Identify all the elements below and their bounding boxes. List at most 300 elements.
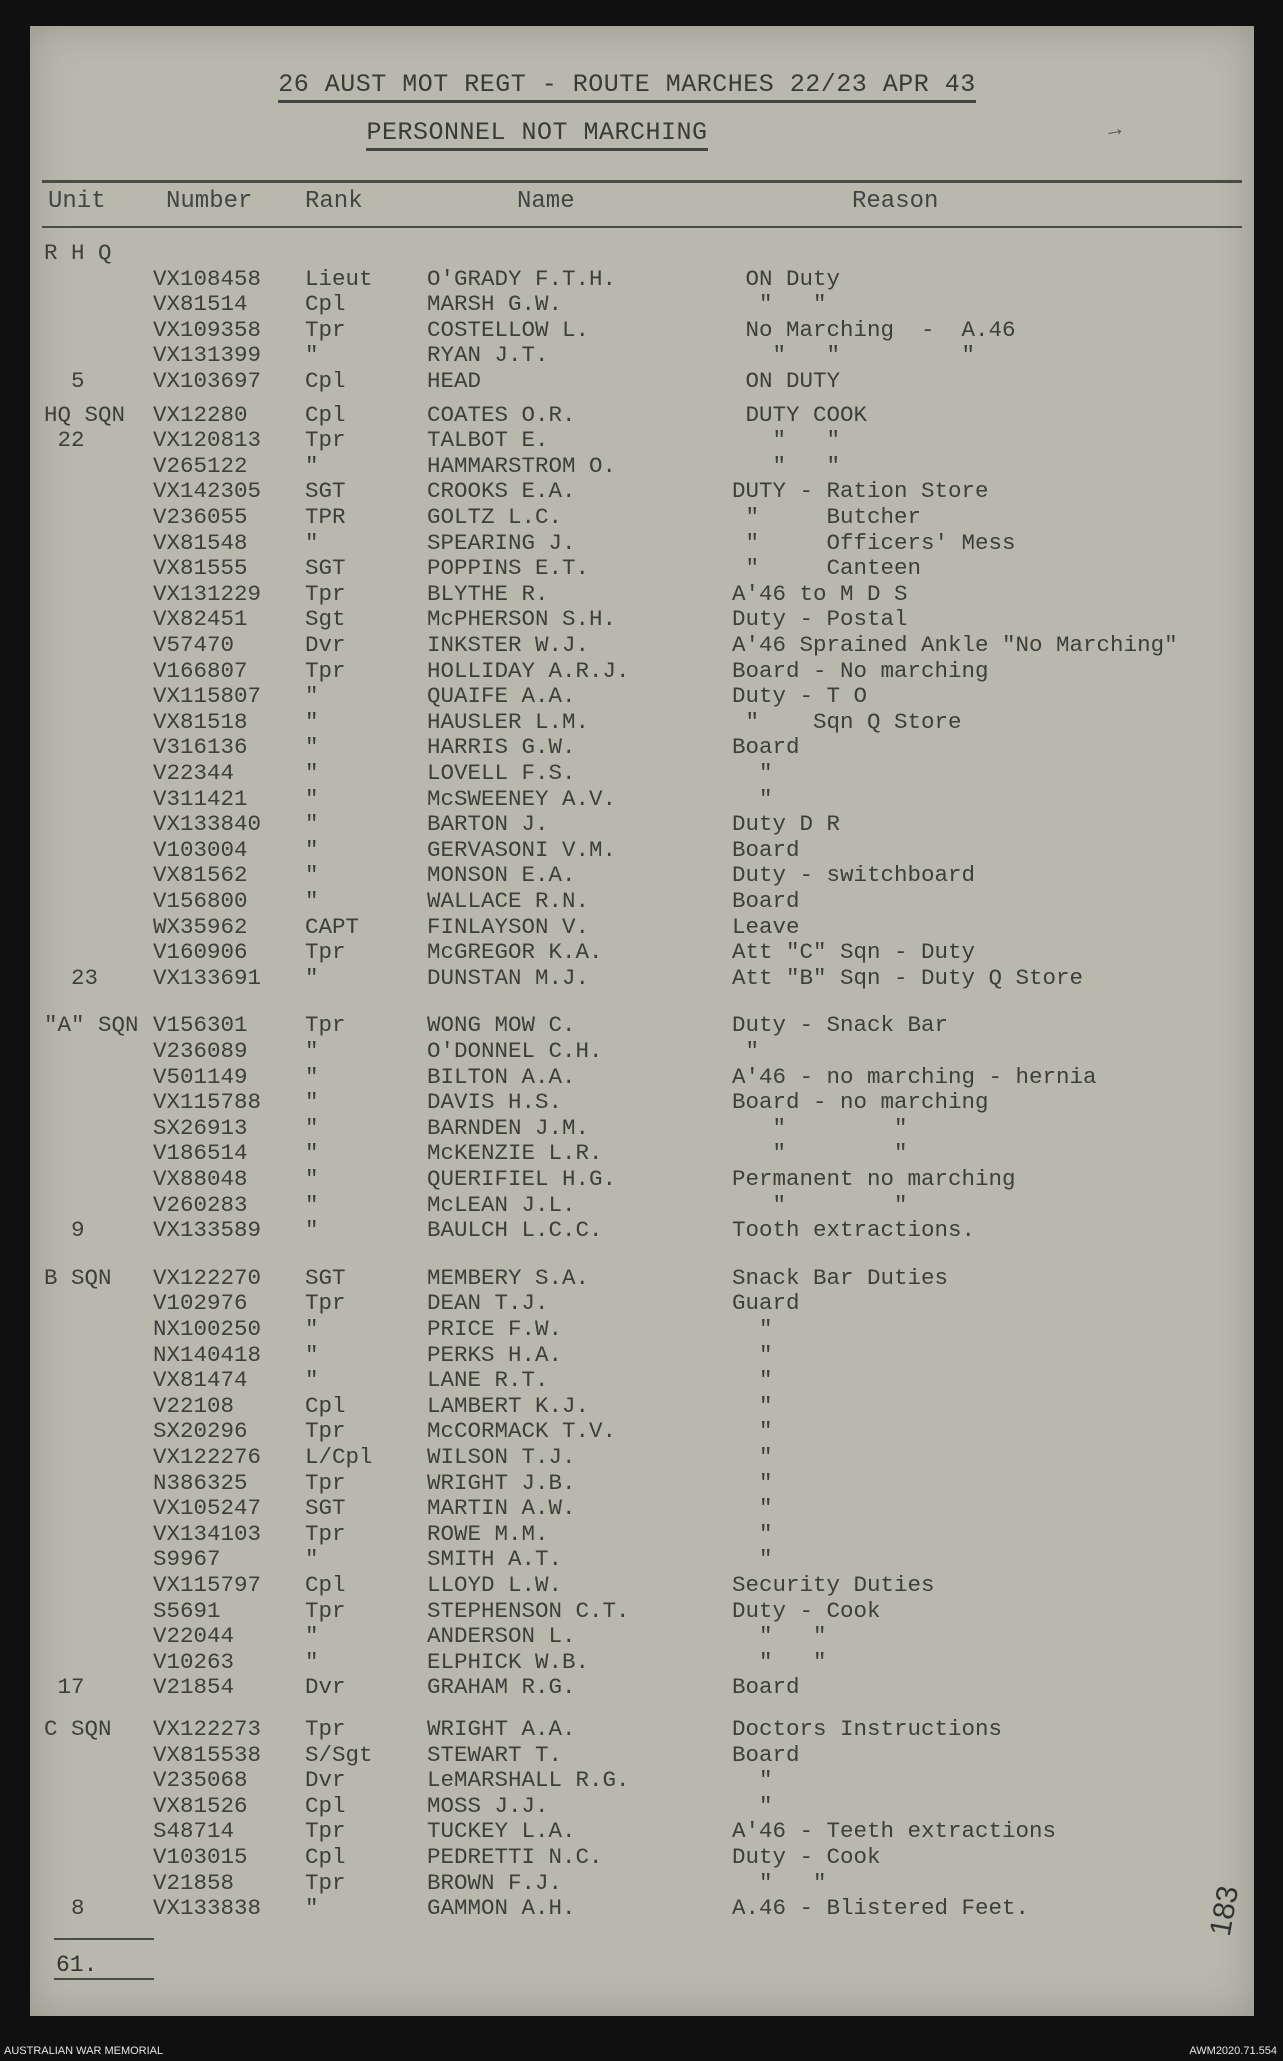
rank-cell: "	[305, 342, 319, 369]
table-row	[30, 291, 1254, 316]
name-cell: McKENZIE L.R.	[427, 1140, 603, 1167]
reason-cell: "	[732, 1341, 773, 1368]
reason-cell: No Marching - A.46	[732, 316, 1016, 343]
number-cell: V156301	[153, 1012, 248, 1039]
reason-cell: Duty - switchboard	[732, 862, 976, 889]
rank-cell: "	[305, 1063, 319, 1090]
number-cell: NX140418	[153, 1341, 262, 1368]
rank-cell: "	[305, 760, 319, 786]
rank-cell: Cpl	[305, 291, 346, 318]
reason-cell: A'46 - Teeth extractions	[732, 1818, 1057, 1845]
number-cell: VX108458	[153, 265, 262, 292]
name-cell: STEWART T.	[427, 1741, 563, 1768]
table-row	[30, 1521, 1254, 1546]
reason-cell: A.46 - Blistered Feet.	[732, 1895, 1030, 1922]
name-cell: ROWE M.M.	[427, 1520, 549, 1547]
rank-cell: Cpl	[305, 1392, 346, 1419]
name-cell: LLOYD L.W.	[427, 1572, 563, 1598]
name-cell: PRICE F.W.	[427, 1316, 563, 1342]
rank-cell: Cpl	[305, 1792, 346, 1819]
name-cell: QUERIFIEL H.G.	[427, 1166, 617, 1192]
rank-cell: Tpr	[305, 657, 346, 684]
reason-cell: A'46 Sprained Ankle "No Marching"	[732, 632, 1178, 658]
name-cell: CROOKS E.A.	[427, 478, 576, 505]
name-cell: McGREGOR K.A.	[427, 939, 603, 966]
rank-cell: Cpl	[305, 1844, 346, 1870]
rank-cell: "	[305, 452, 319, 479]
name-cell: McLEAN J.L.	[427, 1191, 576, 1218]
rank-cell: S/Sgt	[305, 1741, 373, 1768]
reason-cell: Duty - Postal	[732, 606, 908, 633]
rank-cell: Tpr	[305, 1869, 346, 1896]
rank-cell: "	[305, 1367, 319, 1394]
name-cell: STEPHENSON C.T.	[427, 1597, 630, 1624]
table-row	[30, 1623, 1254, 1648]
table-row	[30, 1166, 1254, 1191]
reason-cell: "	[732, 1469, 773, 1496]
reason-cell: Att "B" Sqn - Duty Q Store	[732, 964, 1084, 991]
unit-cell: 17	[44, 1674, 85, 1701]
reason-cell: A'46 to M D S	[732, 580, 908, 607]
rank-cell: "	[305, 785, 319, 812]
rank-cell: L/Cpl	[305, 1444, 373, 1470]
reason-cell: "	[732, 1792, 773, 1819]
name-cell: MARTIN A.W.	[427, 1495, 576, 1522]
rank-cell: "	[305, 1623, 319, 1650]
reason-cell: " Canteen	[732, 555, 922, 582]
number-cell: V22108	[153, 1392, 235, 1419]
rank-cell: "	[305, 1166, 319, 1192]
rank-cell: "	[305, 1648, 319, 1675]
reason-cell: Board	[732, 1741, 800, 1768]
rank-cell: Tpr	[305, 1520, 346, 1547]
table-row	[30, 1217, 1254, 1242]
number-cell: N386325	[153, 1469, 248, 1496]
rank-cell: Sgt	[305, 606, 346, 633]
reason-cell: Permanent no marching	[732, 1166, 1016, 1192]
header-rule-top	[42, 180, 1242, 183]
table-row	[30, 1844, 1254, 1869]
number-cell: VX81526	[153, 1792, 248, 1819]
reason-cell: ON Duty	[732, 265, 841, 292]
header-name: Name	[517, 188, 575, 215]
table-row	[30, 837, 1254, 862]
number-cell: VX88048	[153, 1166, 248, 1192]
reason-cell: " Butcher	[732, 504, 922, 530]
name-cell: LeMARSHALL R.G.	[427, 1767, 630, 1794]
rank-cell: CAPT	[305, 913, 360, 940]
number-cell: V103015	[153, 1844, 248, 1870]
number-cell: NX100250	[153, 1316, 262, 1342]
reason-cell: Board - no marching	[732, 1089, 989, 1116]
reason-cell: Duty - Cook	[732, 1844, 881, 1870]
number-cell: S48714	[153, 1818, 235, 1845]
number-cell: VX131229	[153, 580, 262, 607]
number-cell: V21854	[153, 1674, 235, 1701]
table-row	[30, 1064, 1254, 1089]
name-cell: McPHERSON S.H.	[427, 606, 617, 633]
number-cell: VX133589	[153, 1217, 262, 1244]
unit-cell: B SQN	[44, 1264, 112, 1291]
number-cell: V22044	[153, 1623, 235, 1650]
number-cell: V260283	[153, 1191, 248, 1218]
number-cell: VX12280	[153, 401, 248, 428]
number-cell: V235068	[153, 1767, 248, 1794]
rank-cell: Cpl	[305, 401, 346, 428]
number-cell: VX131399	[153, 342, 262, 369]
reason-cell: DUTY - Ration Store	[732, 478, 989, 505]
number-cell: VX81514	[153, 291, 248, 318]
number-cell: SX26913	[153, 1114, 248, 1141]
number-cell: V103004	[153, 836, 248, 863]
number-cell: V265122	[153, 452, 248, 479]
table-row	[30, 1716, 1254, 1741]
table-row	[30, 1342, 1254, 1367]
reason-cell: Duty - Snack Bar	[732, 1012, 949, 1039]
reason-cell: " Sqn Q Store	[732, 708, 962, 735]
name-cell: MEMBERY S.A.	[427, 1264, 590, 1291]
footer-reference: AWM2020.71.554	[1189, 2045, 1277, 2057]
table-row	[30, 1767, 1254, 1792]
number-cell: VX134103	[153, 1520, 262, 1547]
header-reason: Reason	[852, 188, 939, 215]
name-cell: HARRIS G.W.	[427, 734, 576, 761]
reason-cell: " "	[732, 427, 841, 454]
name-cell: GRAHAM R.G.	[427, 1674, 576, 1701]
total-count: 61.	[56, 1952, 98, 1978]
reason-cell: " "	[732, 452, 841, 479]
table-row	[30, 1674, 1254, 1699]
number-cell: V10263	[153, 1648, 235, 1675]
table-row	[30, 453, 1254, 478]
unit-cell: 8	[44, 1895, 85, 1922]
number-cell: VX133691	[153, 964, 262, 991]
number-cell: V166807	[153, 657, 248, 684]
rank-cell: Tpr	[305, 1597, 346, 1624]
table-row	[30, 1290, 1254, 1315]
table-row	[30, 734, 1254, 759]
number-cell: VX82451	[153, 606, 248, 633]
reason-cell: Board	[732, 1674, 800, 1701]
rank-cell: "	[305, 1546, 319, 1573]
reason-cell: " "	[732, 1869, 827, 1896]
table-row	[30, 606, 1254, 631]
name-cell: GOLTZ L.C.	[427, 504, 563, 530]
reason-cell: Security Duties	[732, 1572, 935, 1598]
rank-cell: "	[305, 964, 319, 991]
reason-cell: "	[732, 1316, 773, 1342]
reason-cell: Snack Bar Duties	[732, 1264, 949, 1291]
name-cell: GERVASONI V.M.	[427, 836, 617, 863]
number-cell: VX115788	[153, 1089, 262, 1116]
number-cell: VX109358	[153, 316, 262, 343]
rank-cell: Tpr	[305, 427, 346, 454]
name-cell: FINLAYSON V.	[427, 913, 590, 940]
rank-cell: "	[305, 1341, 319, 1368]
name-cell: McSWEENEY A.V.	[427, 785, 617, 812]
document-title: 26 AUST MOT REGT - ROUTE MARCHES 22/23 APR 43	[15, 70, 1239, 99]
name-cell: WRIGHT J.B.	[427, 1469, 576, 1496]
table-row	[30, 555, 1254, 580]
number-cell: V501149	[153, 1063, 248, 1090]
rank-cell: "	[305, 836, 319, 863]
name-cell: DAVIS H.S.	[427, 1089, 563, 1116]
name-cell: WALLACE R.N.	[427, 888, 590, 914]
unit-cell: 23	[44, 964, 99, 991]
document-page	[30, 26, 1254, 2016]
rank-cell: Cpl	[305, 368, 346, 394]
reason-cell: " "	[732, 1140, 908, 1167]
unit-cell: HQ SQN	[44, 401, 126, 428]
number-cell: V311421	[153, 785, 248, 812]
rank-cell: "	[305, 1089, 319, 1116]
reason-cell: " Officers' Mess	[732, 529, 1016, 556]
name-cell: BROWN F.J.	[427, 1869, 563, 1896]
header-unit: Unit	[48, 188, 106, 215]
name-cell: COSTELLOW L.	[427, 316, 590, 343]
reason-cell: "	[732, 760, 773, 786]
header-number: Number	[166, 188, 253, 215]
number-cell: VX115797	[153, 1572, 262, 1598]
table-row	[30, 1316, 1254, 1341]
table-row	[30, 266, 1254, 291]
reason-cell: " "	[732, 291, 827, 318]
rank-cell: "	[305, 734, 319, 761]
number-cell: V156800	[153, 888, 248, 914]
name-cell: INKSTER W.J.	[427, 632, 590, 658]
table-row	[30, 317, 1254, 342]
folio-number: 183	[1203, 1883, 1246, 1939]
rank-cell: Tpr	[305, 1818, 346, 1845]
table-row	[30, 786, 1254, 811]
number-cell: VX133838	[153, 1895, 262, 1922]
number-cell: V236089	[153, 1038, 248, 1064]
reason-cell: Doctors Instructions	[732, 1716, 1003, 1742]
rank-cell: "	[305, 1316, 319, 1342]
table-row	[30, 1495, 1254, 1520]
name-cell: LOVELL F.S.	[427, 760, 576, 786]
number-cell: V22344	[153, 760, 235, 786]
number-cell: V160906	[153, 939, 248, 966]
number-cell: V236055	[153, 504, 248, 530]
rank-cell: "	[305, 1140, 319, 1167]
table-row	[30, 1572, 1254, 1597]
number-cell: V102976	[153, 1290, 248, 1317]
rank-cell: Tpr	[305, 1469, 346, 1496]
rank-cell: "	[305, 1038, 319, 1064]
name-cell: GAMMON A.H.	[427, 1895, 576, 1922]
number-cell: VX81548	[153, 529, 248, 556]
number-cell: VX122276	[153, 1444, 262, 1470]
name-cell: BILTON A.A.	[427, 1063, 576, 1090]
name-cell: LANE R.T.	[427, 1367, 549, 1394]
unit-cell: C SQN	[44, 1716, 112, 1742]
unit-cell: 9	[44, 1217, 85, 1244]
reason-cell: "	[732, 1546, 773, 1573]
table-row	[30, 1089, 1254, 1114]
reason-cell: " "	[732, 1191, 908, 1218]
unit-cell: R H Q	[44, 240, 112, 266]
name-cell: WRIGHT A.A.	[427, 1716, 576, 1742]
name-cell: DUNSTAN M.J.	[427, 964, 590, 991]
table-row	[30, 1818, 1254, 1843]
reason-cell: Board - No marching	[732, 657, 989, 684]
reason-cell: "	[732, 1392, 773, 1419]
document-subtitle: PERSONNEL NOT MARCHING	[0, 118, 1149, 147]
rank-cell: TPR	[305, 504, 346, 530]
number-cell: SX20296	[153, 1418, 248, 1445]
name-cell: RYAN J.T.	[427, 342, 549, 369]
table-row	[30, 581, 1254, 606]
total-rule-top	[54, 1938, 154, 1940]
table-row	[30, 1140, 1254, 1165]
name-cell: HAUSLER L.M.	[427, 708, 590, 735]
header-rule-bottom	[42, 226, 1242, 228]
rank-cell: Dvr	[305, 632, 346, 658]
rank-cell: Tpr	[305, 1290, 346, 1317]
reason-cell: "	[732, 1367, 773, 1394]
reason-cell: Duty D R	[732, 811, 841, 838]
name-cell: DEAN T.J.	[427, 1290, 549, 1317]
number-cell: VX105247	[153, 1495, 262, 1522]
table-row	[30, 683, 1254, 708]
table-row	[30, 1793, 1254, 1818]
name-cell: BARNDEN J.M.	[427, 1114, 590, 1141]
rank-cell: SGT	[305, 478, 346, 505]
name-cell: TALBOT E.	[427, 427, 549, 454]
reason-cell: Guard	[732, 1290, 800, 1317]
name-cell: QUAIFE A.A.	[427, 683, 576, 710]
reason-cell: "	[732, 1767, 773, 1794]
table-row	[30, 658, 1254, 683]
rank-cell: Tpr	[305, 939, 346, 966]
reason-cell: Tooth extractions.	[732, 1217, 976, 1244]
rank-cell: "	[305, 888, 319, 914]
table-row	[30, 632, 1254, 657]
reason-cell: Att "C" Sqn - Duty	[732, 939, 976, 966]
name-cell: POPPINS E.T.	[427, 555, 590, 582]
number-cell: VX115807	[153, 683, 262, 710]
number-cell: VX122270	[153, 1264, 262, 1291]
name-cell: BLYTHE R.	[427, 580, 549, 607]
name-cell: COATES O.R.	[427, 401, 576, 428]
table-row	[30, 1870, 1254, 1895]
number-cell: VX122273	[153, 1716, 262, 1742]
unit-cell: 5	[44, 368, 85, 394]
rank-cell: "	[305, 811, 319, 838]
reason-cell: Duty - Cook	[732, 1597, 881, 1624]
reason-cell: Board	[732, 734, 800, 761]
table-row	[30, 1470, 1254, 1495]
name-cell: MOSS J.J.	[427, 1792, 549, 1819]
table-row	[30, 1598, 1254, 1623]
reason-cell: "	[732, 785, 773, 812]
name-cell: HOLLIDAY A.R.J.	[427, 657, 630, 684]
number-cell: S9967	[153, 1546, 221, 1573]
rank-cell: SGT	[305, 555, 346, 582]
name-cell: LAMBERT K.J.	[427, 1392, 590, 1419]
reason-cell: "	[732, 1444, 773, 1470]
name-cell: PERKS H.A.	[427, 1341, 563, 1368]
reason-cell: Leave	[732, 913, 800, 940]
table-row	[30, 1444, 1254, 1469]
table-row	[30, 811, 1254, 836]
table-row	[30, 1895, 1254, 1920]
number-cell: V186514	[153, 1140, 248, 1167]
name-cell: MARSH G.W.	[427, 291, 563, 318]
number-cell: WX35962	[153, 913, 248, 940]
name-cell: McCORMACK T.V.	[427, 1418, 617, 1445]
table-row	[30, 1265, 1254, 1290]
pencil-mark: →	[1105, 117, 1124, 144]
footer-institution: AUSTRALIAN WAR MEMORIAL	[4, 2045, 164, 2057]
number-cell: S5691	[153, 1597, 221, 1624]
reason-cell: "	[732, 1495, 773, 1522]
header-rank: Rank	[305, 188, 363, 215]
name-cell: PEDRETTI N.C.	[427, 1844, 603, 1870]
name-cell: O'GRADY F.T.H.	[427, 265, 617, 292]
table-row	[30, 530, 1254, 555]
rank-cell: Tpr	[305, 580, 346, 607]
reason-cell: "	[732, 1520, 773, 1547]
table-row	[30, 368, 1254, 393]
number-cell: V21858	[153, 1869, 235, 1896]
table-row	[30, 965, 1254, 990]
table-row	[30, 240, 1254, 265]
name-cell: ELPHICK W.B.	[427, 1648, 590, 1675]
number-cell: VX81555	[153, 555, 248, 582]
name-cell: O'DONNEL C.H.	[427, 1038, 603, 1064]
number-cell: V316136	[153, 734, 248, 761]
name-cell: SMITH A.T.	[427, 1546, 563, 1573]
rank-cell: SGT	[305, 1495, 346, 1522]
name-cell: BAULCH L.C.C.	[427, 1217, 603, 1244]
table-row	[30, 709, 1254, 734]
number-cell: VX120813	[153, 427, 262, 454]
name-cell: HAMMARSTROM O.	[427, 452, 617, 479]
name-cell: WONG MOW C.	[427, 1012, 576, 1039]
number-cell: VX133840	[153, 811, 262, 838]
rank-cell: "	[305, 862, 319, 889]
number-cell: VX815538	[153, 1741, 262, 1768]
reason-cell: Board	[732, 836, 800, 863]
reason-cell: Board	[732, 888, 800, 914]
reason-cell: " "	[732, 1114, 908, 1141]
table-row	[30, 342, 1254, 367]
rank-cell: Tpr	[305, 316, 346, 343]
table-row	[30, 478, 1254, 503]
name-cell: HEAD	[427, 368, 482, 394]
table-row	[30, 888, 1254, 913]
number-cell: VX81474	[153, 1367, 248, 1394]
reason-cell: "	[732, 1038, 760, 1064]
number-cell: VX103697	[153, 368, 262, 394]
table-row	[30, 1546, 1254, 1571]
table-row	[30, 402, 1254, 427]
table-row	[30, 504, 1254, 529]
reason-cell: ON DUTY	[732, 368, 841, 394]
rank-cell: Tpr	[305, 1012, 346, 1039]
table-row	[30, 427, 1254, 452]
name-cell: MONSON E.A.	[427, 862, 576, 889]
table-row	[30, 1038, 1254, 1063]
rank-cell: "	[305, 1895, 319, 1922]
table-row	[30, 862, 1254, 887]
rank-cell: "	[305, 1191, 319, 1218]
table-row	[30, 1418, 1254, 1443]
name-cell: ANDERSON L.	[427, 1623, 576, 1650]
number-cell: VX81518	[153, 708, 248, 735]
